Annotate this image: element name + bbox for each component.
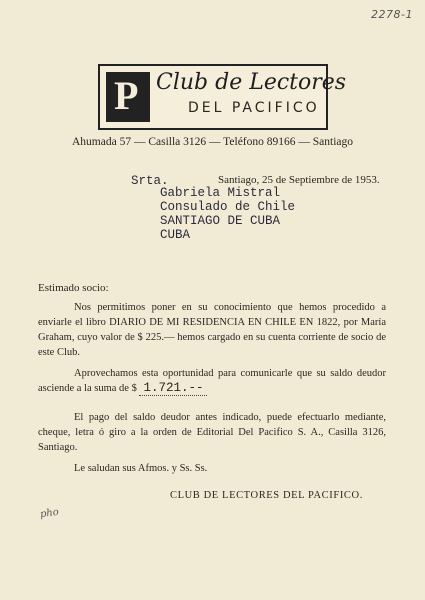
- body-paragraph-closing: Le saludan sus Afmos. y Ss. Ss.: [74, 463, 208, 474]
- logo-mark-icon: [106, 72, 150, 122]
- recipient-title: Srta.: [131, 174, 169, 188]
- archive-number: 2278-1: [371, 8, 413, 21]
- recipient-line: SANTIAGO DE CUBA: [160, 214, 281, 228]
- recipient-line: Gabriela Mistral: [160, 186, 281, 200]
- letterhead-logo: [98, 64, 347, 130]
- balance-text: Aprovechamos esta oportunidad para comunicarle que su saldo deudor asciende a la suma de $: [38, 368, 386, 394]
- logo-club-name: Club de Lectores: [156, 70, 347, 95]
- logo-mark-letter: P: [114, 73, 139, 118]
- recipient-line: CUBA: [160, 228, 191, 242]
- salutation: Estimado socio:: [38, 282, 109, 294]
- date-line: Santiago, 25 de Septiembre de 1953.: [218, 174, 380, 186]
- body-paragraph-payment: El pago del saldo deudor antes indicado, puede efectuarlo mediante, cheque, letra ó giro a la orden de Editorial Del Pacifico S. A., Casilla 3126, Santiago.: [38, 412, 386, 453]
- logo-subtitle: DEL PACIFICO: [188, 100, 320, 116]
- recipient-line: Consulado de Chile: [160, 200, 296, 214]
- recipient-block: [160, 186, 295, 242]
- handwritten-note: pho: [39, 506, 60, 521]
- body-paragraph-balance: [38, 366, 386, 396]
- body-paragraph-book: Nos permitimos poner en su conocimiento que hemos procedido a enviarle el libro DIARIO DE MI RESIDENCIA EN CHILE EN 1822, por María Graham, cuyo valor de $ 225.— hemos cargado en su cuenta corriente de socio de este Club.: [38, 302, 386, 358]
- signature: CLUB DE LECTORES DEL PACIFICO.: [170, 490, 363, 501]
- balance-amount: 1.721.--: [139, 381, 207, 396]
- letterhead-address: Ahumada 57 — Casilla 3126 — Teléfono 89166 — Santiago: [71, 136, 353, 148]
